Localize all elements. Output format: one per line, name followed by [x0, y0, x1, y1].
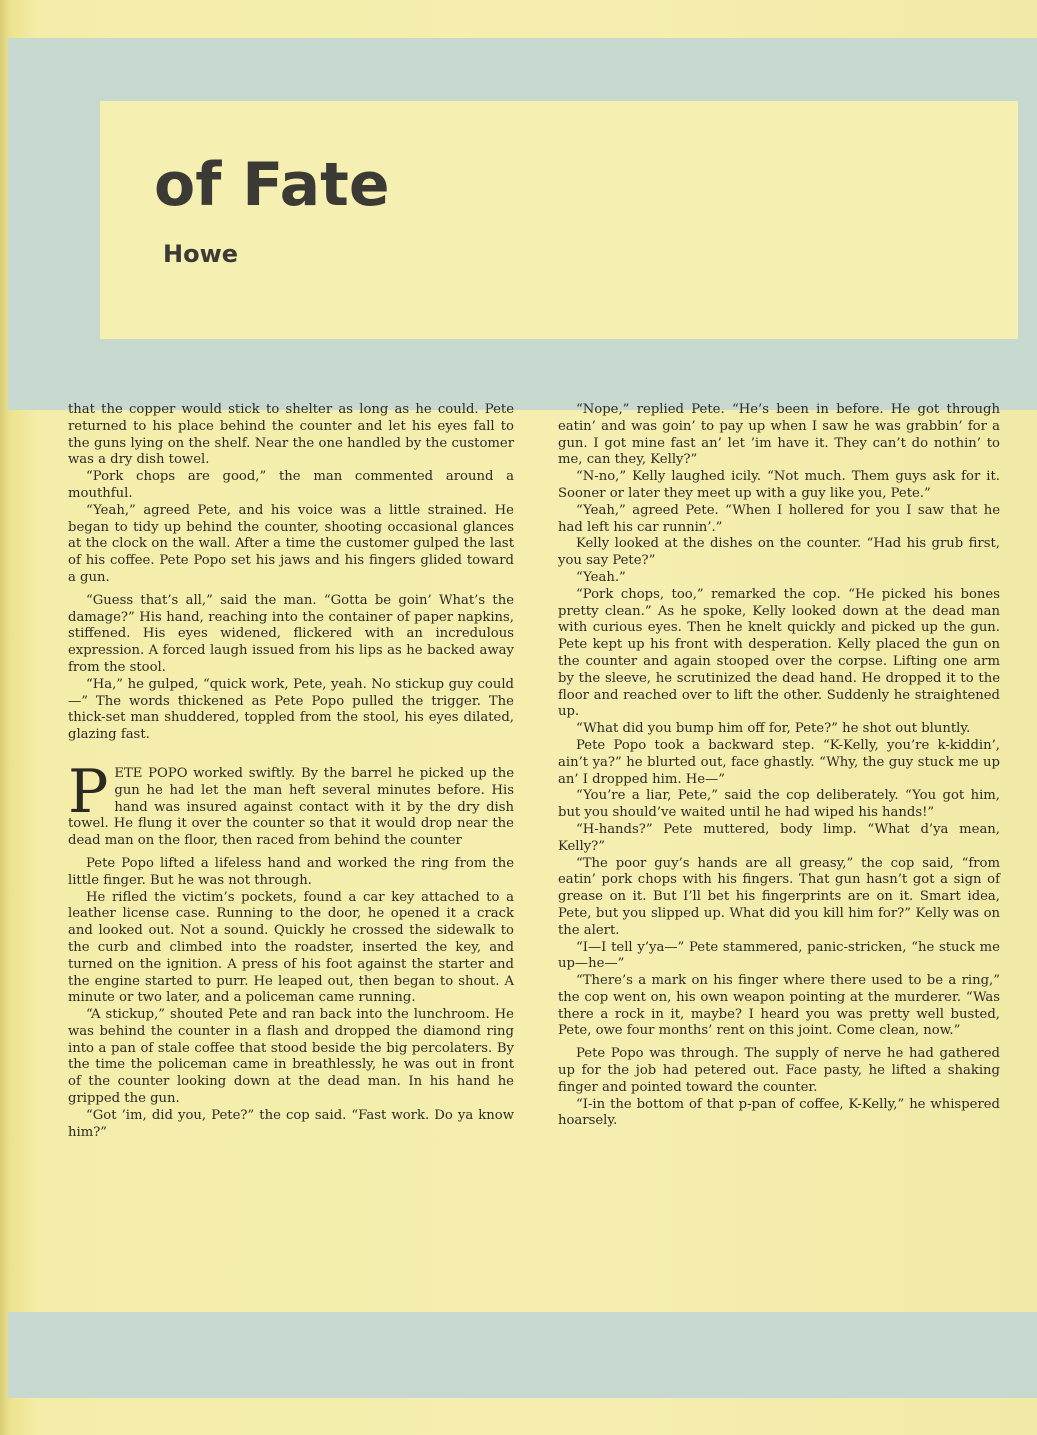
paragraph: “I—I tell y’ya—” Pete stammered, panic-stricken, “he stuck me up—he—”	[558, 939, 1000, 972]
paragraph: “Pork chops, too,” remarked the cop. “He picked his bones pretty clean.” As he spoke, Kelly looked down at the dead man with curious eyes. Then he knelt quickly and picked up the gun. Pete kept up his front with desperation. Kelly placed the gun on the counter and again stooped over the corpse. Lifting one arm by the sleeve, he scrutinized the dead hand. He dropped it to the floor and reached over to lift the other. Suddenly he straightened up.	[558, 586, 1000, 720]
paragraph: “The poor guy’s hands are all greasy,” the cop said, “from eatin’ pork chops with his fingers. That gun hasn’t got a sign of grease on it. But I’ll bet his fingerprints are on it. Smart idea, Pete, but you slipped up. What did you kill him for?” Kelly was on the alert.	[558, 855, 1000, 938]
paragraph: “Yeah,” agreed Pete, and his voice was a little strained. He began to tidy up behind the counter, shooting occasional glances at the clock on the wall. After a time the customer gulped the last of his coffee. Pete Popo set his jaws and his fingers glided toward a gun.	[68, 502, 514, 585]
section-block	[68, 756, 514, 1142]
paragraph: “What did you bump him off for, Pete?” he shot out bluntly.	[576, 721, 971, 737]
left-column	[68, 402, 514, 1141]
section-opening-paragraph	[68, 756, 514, 850]
paragraph: “You’re a liar, Pete,” said the cop deliberately. “You got him, but you should’ve waited until he had wiped his hands!”	[558, 788, 1000, 821]
paragraph: He rifled the victim’s pockets, found a car key attached to a leather license case. Running to the door, he opened it a crack and looked out. Not a sound. Quickly he crossed the sidewalk to the curb and climbed into the roadster, inserted the key, and turned on the ignition. A press of his foot against the starter and the engine started to purr. He leaped out, then began to shout. A minute or two later, and a policeman came running.	[68, 889, 514, 1006]
footer-band	[8, 1312, 1037, 1398]
paragraph: “H-hands?” Pete muttered, body limp. “What d’ya mean, Kelly?”	[558, 821, 1000, 854]
paragraph: “Pork chops are good,” the man commented around a mouthful.	[68, 469, 514, 501]
paragraph: Pete Popo lifted a lifeless hand and worked the ring from the little finger. But he was not through.	[68, 855, 514, 888]
paragraph: Pete Popo was through. The supply of nerve he had gathered up for the job had petered out. Face pasty, he lifted a shaking finger and pointed toward the counter.	[558, 1046, 1000, 1095]
paragraph: “Yeah.”	[576, 569, 626, 585]
paragraph: “Yeah,” agreed Pete. “When I hollered for you I saw that he had left his car runnin’.”	[558, 502, 1000, 535]
story-title: of Fate	[154, 150, 390, 220]
paragraph: that the copper would stick to shelter as long as he could. Pete returned to his place behind the counter and let his eyes fall to the guns lying on the shelf. Near the one handled by the customer was a dry dish towel.	[68, 402, 514, 468]
paragraph: Kelly looked at the dishes on the counter. “Had his grub first, you say Pete?”	[558, 536, 1000, 569]
title-panel	[100, 101, 1018, 339]
paragraph: “N-no,” Kelly laughed icily. “Not much. Them guys ask for it. Sooner or later they meet up with a guy like you, Pete.”	[558, 469, 1000, 501]
paragraph: “There’s a mark on his finger where there used to be a ring,” the cop went on, his own weapon pointing at the murderer. “Was there a rock in it, maybe? I heard you was pretty well busted, Pete, owe four months’ rent on this joint. Come clean, now.”	[558, 973, 1000, 1039]
paragraph: Pete Popo took a backward step. “K-Kelly, you’re k-kiddin’, ain’t ya?” he blurted out, face ghastly. “Why, the guy stuck me up an’ I dropped him. He—”	[558, 737, 1000, 787]
author-name: Howe	[163, 240, 239, 268]
drop-cap: P	[68, 756, 109, 827]
right-column	[558, 402, 1000, 1130]
opening-text: ETE POPO worked swiftly. By the barrel he picked up the gun he had let the man heft several minutes before. His hand was insured against contact with it by the dry dish towel. He flung it over the counter so that it would drop near the dead man on the floor, then raced from behind the counter	[68, 765, 514, 849]
paragraph: “Guess that’s all,” said the man. “Gotta be goin’ What’s the damage?” His hand, reaching into the container of paper napkins, stiffened. His eyes widened, flickered with an incredulous expression. A forced laugh issued from his lips as he backed away from the stool.	[68, 592, 514, 675]
paragraph: “Nope,” replied Pete. “He’s been in before. He got through eatin’ and was goin’ to pay up when I saw he was grabbin’ for a gun. I got mine fast an’ let ’im have it. They can’t do nothin’ to me, can they, Kelly?”	[558, 402, 1000, 468]
paragraph: “I-in the bottom of that p-pan of coffee, K-Kelly,” he whispered hoarsely.	[558, 1096, 1000, 1129]
paragraph: “Ha,” he gulped, “quick work, Pete, yeah. No stickup guy could—” The words thickened as Pete Popo pulled the trigger. The thick-set man shuddered, toppled from the stool, his eyes dilated, glazing fast.	[68, 676, 514, 743]
paragraph: “A stickup,” shouted Pete and ran back into the lunchroom. He was behind the counter in a flash and dropped the diamond ring into a pan of stale coffee that stood beside the big percolaters. By the time the policeman came in breathlessly, he was out in front of the counter looking down at the dead man. In his hand he gripped the gun.	[68, 1007, 514, 1107]
paragraph: “Got ’im, did you, Pete?” the cop said. “Fast work. Do ya know him?”	[68, 1107, 514, 1140]
